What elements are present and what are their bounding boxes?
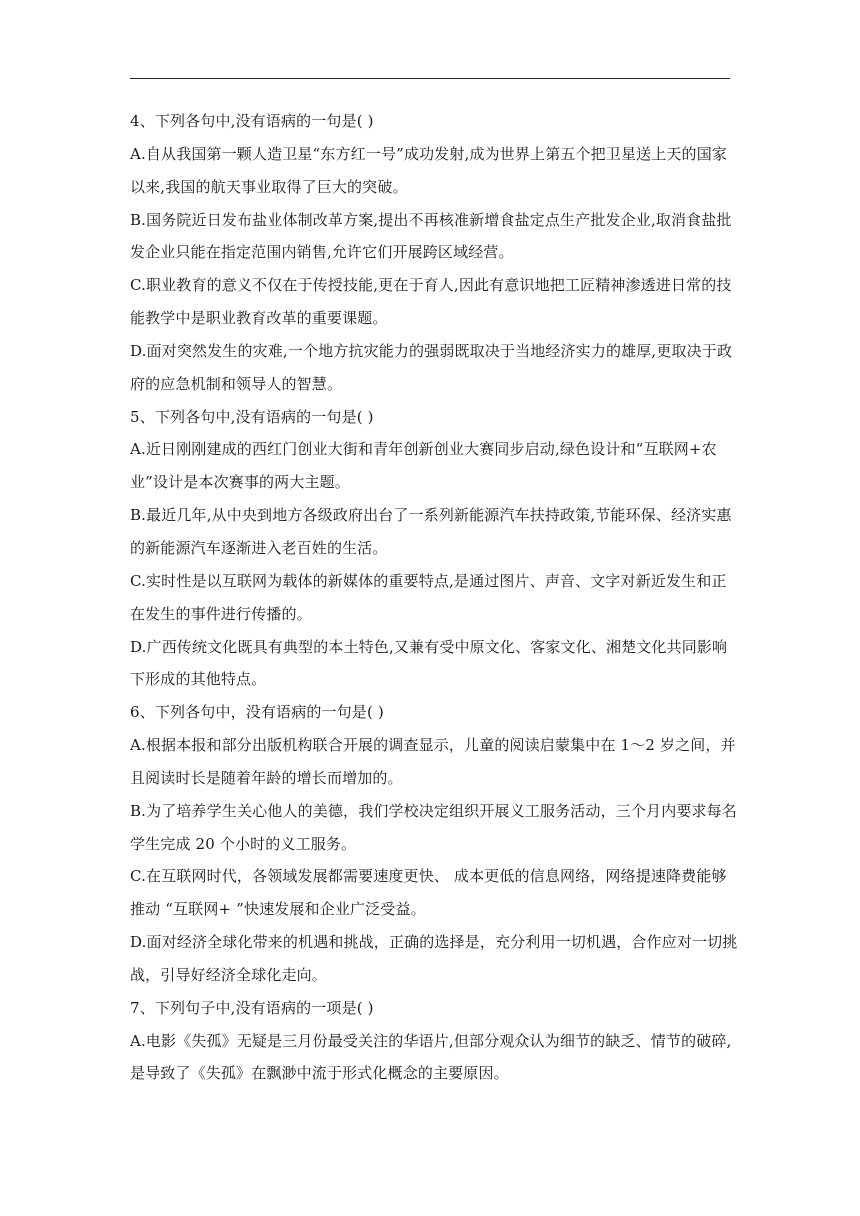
q5-option-c: C.实时性是以互联网为载体的新媒体的重要特点,是通过图片、声音、文字对新近发生和正	[130, 571, 727, 590]
q5-option-d: D.广西传统文化既具有典型的本土特色,又兼有受中原文化、客家文化、湘楚文化共同影响	[130, 637, 728, 656]
q5-option-d-cont: 下形成的其他特点。	[130, 670, 267, 689]
q6-option-c: C.在互联网时代，各领域发展都需要速度更快、 成本更低的信息网络，网络提速降费能够	[130, 867, 727, 886]
q7-option-a-cont: 是导致了《失孤》在飘渺中流于形式化概念的主要原因。	[130, 1064, 509, 1083]
q4-option-c: C.职业教育的意义不仅在于传授技能,更在于育人,因此有意识地把工匠精神渗透进日常的技	[130, 276, 732, 295]
q6-stem: 6、下列各句中，没有语病的一句是( )	[130, 703, 384, 722]
q6-option-a: A.根据本报和部分出版机构联合开展的调查显示，儿童的阅读启蒙集中在 1～2 岁之间，并	[130, 736, 736, 755]
q5-option-a-cont: 业”设计是本次赛事的两大主题。	[130, 473, 350, 492]
q4-option-d: D.面对突然发生的灾难,一个地方抗灾能力的强弱既取决于当地经济实力的雄厚,更取决于政	[130, 341, 733, 360]
q6-option-c-cont: 推动 “互联网+ ”快速发展和企业广泛受益。	[130, 900, 426, 919]
q4-stem: 4、下列各句中,没有语病的一句是( )	[130, 112, 374, 130]
q6-option-d-cont: 战，引导好经济全球化走向。	[130, 965, 327, 984]
q4-option-b: B.国务院近日发布盐业体制改革方案,提出不再核准新增食盐定点生产批发企业,取消食盐批	[130, 210, 732, 229]
q5-option-b: B.最近几年,从中央到地方各级政府出台了一系列新能源汽车扶持政策,节能环保、经济实惠	[130, 506, 732, 525]
q4-option-c-cont: 能教学中是职业教育改革的重要课题。	[130, 309, 388, 328]
q6-option-d: D.面对经济全球化带来的机遇和挑战，正确的选择是，充分利用一切机遇，合作应对一切挑	[130, 933, 738, 952]
q4-option-b-cont: 发企业只能在指定范围内销售,允许它们开展跨区域经营。	[130, 243, 514, 262]
q7-stem: 7、下列句子中,没有语病的一项是( )	[130, 998, 374, 1017]
q4-option-a-cont: 以来,我国的航天事业取得了巨大的突破。	[130, 177, 408, 196]
q5-stem: 5、下列各句中,没有语病的一句是( )	[130, 407, 374, 426]
question-content	[130, 108, 738, 1093]
q4-option-a: A.自从我国第一颗人造卫星“东方红一号”成功发射,成为世界上第五个把卫星送上天的国家	[130, 144, 728, 163]
q7-option-a: A.电影《失孤》无疑是三月份最受关注的华语片,但部分观众认为细节的缺乏、情节的破碎,	[130, 1031, 732, 1050]
q6-option-a-cont: 且阅读时长是随着年龄的增长而增加的。	[130, 768, 403, 787]
q4-option-d-cont: 府的应急机制和领导人的智慧。	[130, 374, 343, 393]
q5-option-a: A.近日刚刚建成的西红门创业大街和青年创新创业大赛同步启动,绿色设计和“互联网+农	[130, 440, 717, 459]
q5-option-c-cont: 在发生的事件进行传播的。	[130, 604, 312, 623]
header-rule	[130, 78, 730, 79]
q5-option-b-cont: 的新能源汽车逐渐进入老百姓的生活。	[130, 538, 388, 557]
q6-option-b: B.为了培养学生关心他人的美德，我们学校决定组织开展义工服务活动，三个月内要求每名	[130, 801, 737, 820]
q6-option-b-cont: 学生完成 20 个小时的义工服务。	[130, 834, 357, 853]
